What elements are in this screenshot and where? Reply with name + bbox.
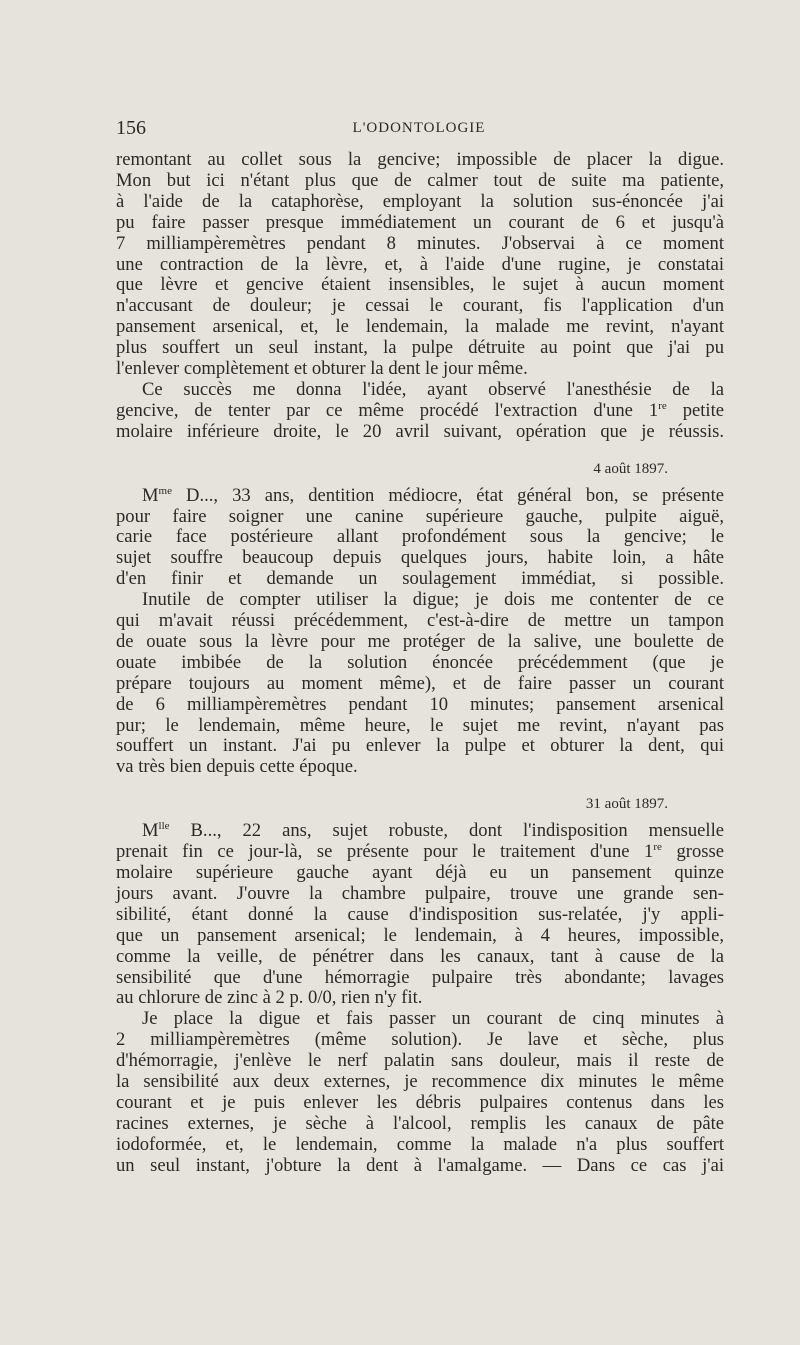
text-line: va très bien depuis cette époque. bbox=[116, 756, 358, 778]
text-line: carie face postérieure allant profondément sous la gencive; le bbox=[116, 526, 724, 548]
text-line: une contraction de la lèvre, et, à l'aide d'une rugine, je constatai bbox=[116, 253, 724, 275]
text-line: comme la veille, de pénétrer dans les canaux, tant à cause de la bbox=[116, 945, 724, 967]
text-line: que lèvre et gencive étaient insensibles, le sujet à aucun moment bbox=[116, 274, 724, 296]
text-line: de 6 milliampèremètres pendant 10 minutes; pansement arsenical bbox=[116, 693, 724, 715]
text-line: ouate imbibée de la solution énoncée précédemment (que je bbox=[116, 651, 724, 673]
text-span: B..., 22 ans, sujet robuste, dont l'indisposition mensuelle bbox=[169, 820, 724, 842]
text-line bbox=[116, 842, 724, 863]
date-heading: 31 août 1897. bbox=[585, 796, 668, 813]
text-line: 7 milliampèremètres pendant 8 minutes. J'observai à ce moment bbox=[116, 232, 724, 254]
date-heading: 4 août 1897. bbox=[593, 460, 668, 477]
text-span: M bbox=[142, 820, 159, 842]
superscript: me bbox=[158, 484, 172, 497]
text-line: d'en finir et demande un soulagement immédiat, si possible. bbox=[116, 568, 724, 590]
text-span: M bbox=[142, 484, 159, 506]
text-line: Inutile de compter utiliser la digue; je dois me contenter de ce bbox=[142, 589, 724, 611]
text-line: molaire supérieure gauche ayant déjà eu un pansement quinze bbox=[116, 862, 724, 883]
superscript: lle bbox=[158, 820, 170, 833]
superscript: re bbox=[653, 841, 662, 854]
text-line: au chlorure de zinc à 2 p. 0/0, rien n'y fit. bbox=[116, 987, 423, 1009]
text-line: prépare toujours au moment même), et de faire passer un courant bbox=[116, 672, 724, 694]
text-line bbox=[116, 821, 724, 842]
text-line: à l'aide de la cataphorèse, employant la solution sus-énoncée j'ai bbox=[116, 190, 724, 212]
text-line: Mon but ici n'étant plus que de calmer tout de suite ma patiente, bbox=[116, 169, 724, 191]
text-line: que un pansement arsenical; le lendemain, à 4 heures, impossible, bbox=[116, 924, 724, 946]
text-line bbox=[116, 401, 724, 422]
text-line: jours avant. J'ouvre la chambre pulpaire, trouve une grande sen- bbox=[116, 882, 724, 904]
text-line: racines externes, je sèche à l'alcool, remplis les canaux de pâte bbox=[116, 1112, 724, 1134]
text-line: pour faire soigner une canine supérieure gauche, pulpite aiguë, bbox=[116, 505, 724, 527]
text-line: plus souffert un seul instant, la pulpe détruite au point que j'ai pu bbox=[116, 337, 724, 359]
text-line: de ouate sous la lèvre pour me protéger de la salive, une boulette de bbox=[116, 630, 724, 652]
text-line: pu faire passer presque immédiatement un courant de 6 et jusqu'à bbox=[116, 211, 724, 233]
text-line: sibilité, étant donné la cause d'indisposition sus-relatée, j'y appli- bbox=[116, 903, 724, 925]
text-line: courant et je puis enlever les débris pulpaires contenus dans les bbox=[116, 1091, 724, 1113]
text-line: remontant au collet sous la gencive; impossible de placer la digue. bbox=[116, 149, 724, 170]
text-line: qui m'avait réussi précédemment, c'est-à-dire de mettre un tampon bbox=[116, 610, 724, 632]
text-line: sujet souffre beaucoup depuis quelques jours, habite loin, a hâte bbox=[116, 547, 724, 569]
superscript: re bbox=[658, 399, 667, 412]
text-line: pansement arsenical, et, le lendemain, la malade me revint, n'ayant bbox=[116, 316, 724, 338]
text-span: grosse bbox=[661, 841, 724, 863]
text-line: Ce succès me donna l'idée, ayant observé l'anesthésie de la bbox=[142, 378, 724, 400]
text-line: iodoformée, et, le lendemain, comme la malade n'a plus souffert bbox=[116, 1133, 724, 1155]
page-number: 156 bbox=[116, 117, 146, 139]
text-line: la sensibilité aux deux externes, je recommence dix minutes le même bbox=[116, 1071, 724, 1093]
text-line: sensibilité que d'une hémorragie pulpaire très abondante; lavages bbox=[116, 966, 724, 988]
text-line: n'accusant de douleur; je cessai le courant, fis l'application d'un bbox=[116, 295, 724, 317]
running-title: L'ODONTOLOGIE bbox=[352, 120, 486, 136]
text-line: l'enlever complètement et obturer la dent le jour même. bbox=[116, 358, 528, 380]
text-line: un seul instant, j'obture la dent à l'amalgame. — Dans ce cas j'ai bbox=[116, 1154, 724, 1176]
text-span: prenait fin ce jour-là, se présente pour le traitement d'une 1 bbox=[116, 841, 654, 863]
text-span: petite bbox=[666, 399, 724, 421]
text-line: 2 milliampèremètres (même solution). Je lave et sèche, plus bbox=[116, 1029, 724, 1051]
page-header bbox=[116, 117, 722, 143]
text-line: molaire inférieure droite, le 20 avril suivant, opération que je réussis. bbox=[116, 420, 724, 442]
text-line: souffert un instant. J'ai pu enlever la pulpe et obturer la dent, qui bbox=[116, 735, 724, 757]
text-span: D..., 33 ans, dentition médiocre, état général bon, se présente bbox=[172, 484, 724, 506]
text-line bbox=[116, 486, 724, 507]
text-line: pur; le lendemain, même heure, le sujet me revint, n'ayant pas bbox=[116, 714, 724, 736]
text-line: d'hémorragie, j'enlève le nerf palatin sans douleur, mais il reste de bbox=[116, 1050, 724, 1072]
text-span: gencive, de tenter par ce même procédé l'extraction d'une 1 bbox=[116, 399, 659, 421]
body-text bbox=[116, 150, 724, 1177]
text-line: Je place la digue et fais passer un courant de cinq minutes à bbox=[142, 1008, 724, 1030]
